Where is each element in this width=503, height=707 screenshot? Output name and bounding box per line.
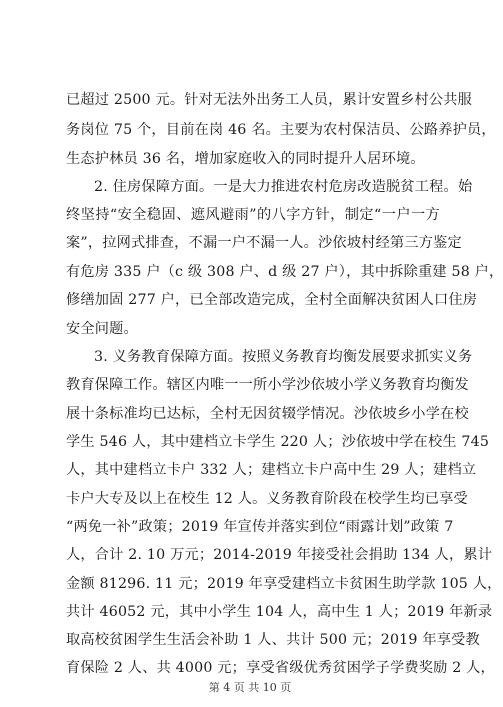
- paragraph-2-line-1: 2. 住房保障方面。一是大力推进农村危房改造脱贫工程。始: [94, 179, 473, 195]
- paragraph-3-line-9: 金额 81296. 11 元；2019 年享受建档立卡贫困生助学款 105 人，: [66, 576, 502, 592]
- paragraph-1-line-1: 已超过 2500 元。针对无法外出务工人员，累计安置乡村公共服: [66, 92, 473, 108]
- paragraph-3-line-5: 人，其中建档立卡户 332 人；建档立卡户高中生 29 人；建档立: [66, 462, 477, 478]
- paragraph-2-line-3: 案”，拉网式排查，不漏一户不漏一人。沙依坡村经第三方鉴定: [66, 235, 462, 251]
- paragraph-3-line-7: “两免一补”政策；2019 年宣传并落实到位“雨露计划”政策 7: [66, 519, 454, 535]
- paragraph-3-line-1: 3. 义务教育保障方面。按照义务教育均衡发展要求抓实义务: [94, 349, 473, 365]
- paragraph-1-line-3: 生态护林员 36 名，增加家庭收入的同时提升人居环境。: [66, 151, 425, 167]
- page-footer: 第 4 页 共 10 页: [208, 681, 292, 694]
- paragraph-3-line-4: 学生 546 人，其中建档立卡学生 220 人；沙依坡中学在校生 745: [66, 434, 490, 450]
- paragraph-3-line-3: 展十条标准均已达标，全村无因贫辍学情况。沙依坡乡小学在校: [66, 406, 469, 422]
- paragraph-3-line-8: 人，合计 2. 10 万元；2014-2019 年接受社会捐助 134 人，累计: [66, 547, 493, 563]
- paragraph-3-line-12: 育保险 2 人、共 4000 元；享受省级优秀贫困学子学费奖励 2 人，: [66, 660, 495, 676]
- paragraph-1-line-2: 务岗位 75 个，目前在岗 46 名。主要为农村保洁员、公路养护员，: [66, 122, 496, 138]
- paragraph-2-line-2: 终坚持“安全稳固、遮风避雨”的八字方针，制定“一户一方: [66, 207, 440, 223]
- paragraph-2-line-5: 修缮加固 277 户，已全部改造完成，全村全面解决贫困人口住房: [66, 292, 478, 308]
- paragraph-3-line-6: 卡户大专及以上在校生 12 人。义务教育阶段在校学生均已享受: [66, 491, 468, 507]
- paragraph-2-line-4: 有危房 335 户（c 级 308 户、d 级 27 户），其中拆除重建 58 户，: [66, 264, 503, 280]
- paragraph-3-line-10: 共计 46052 元，其中小学生 104 人，高中生 1 人；2019 年新录: [66, 604, 493, 620]
- paragraph-3-line-2: 教育保障工作。辖区内唯一一所小学沙依坡小学义务教育均衡发: [66, 377, 469, 393]
- paragraph-2-line-6: 安全问题。: [66, 321, 138, 337]
- paragraph-3-line-11: 取高校贫困学生生活会补助 1 人、共计 500 元；2019 年享受教: [66, 632, 480, 648]
